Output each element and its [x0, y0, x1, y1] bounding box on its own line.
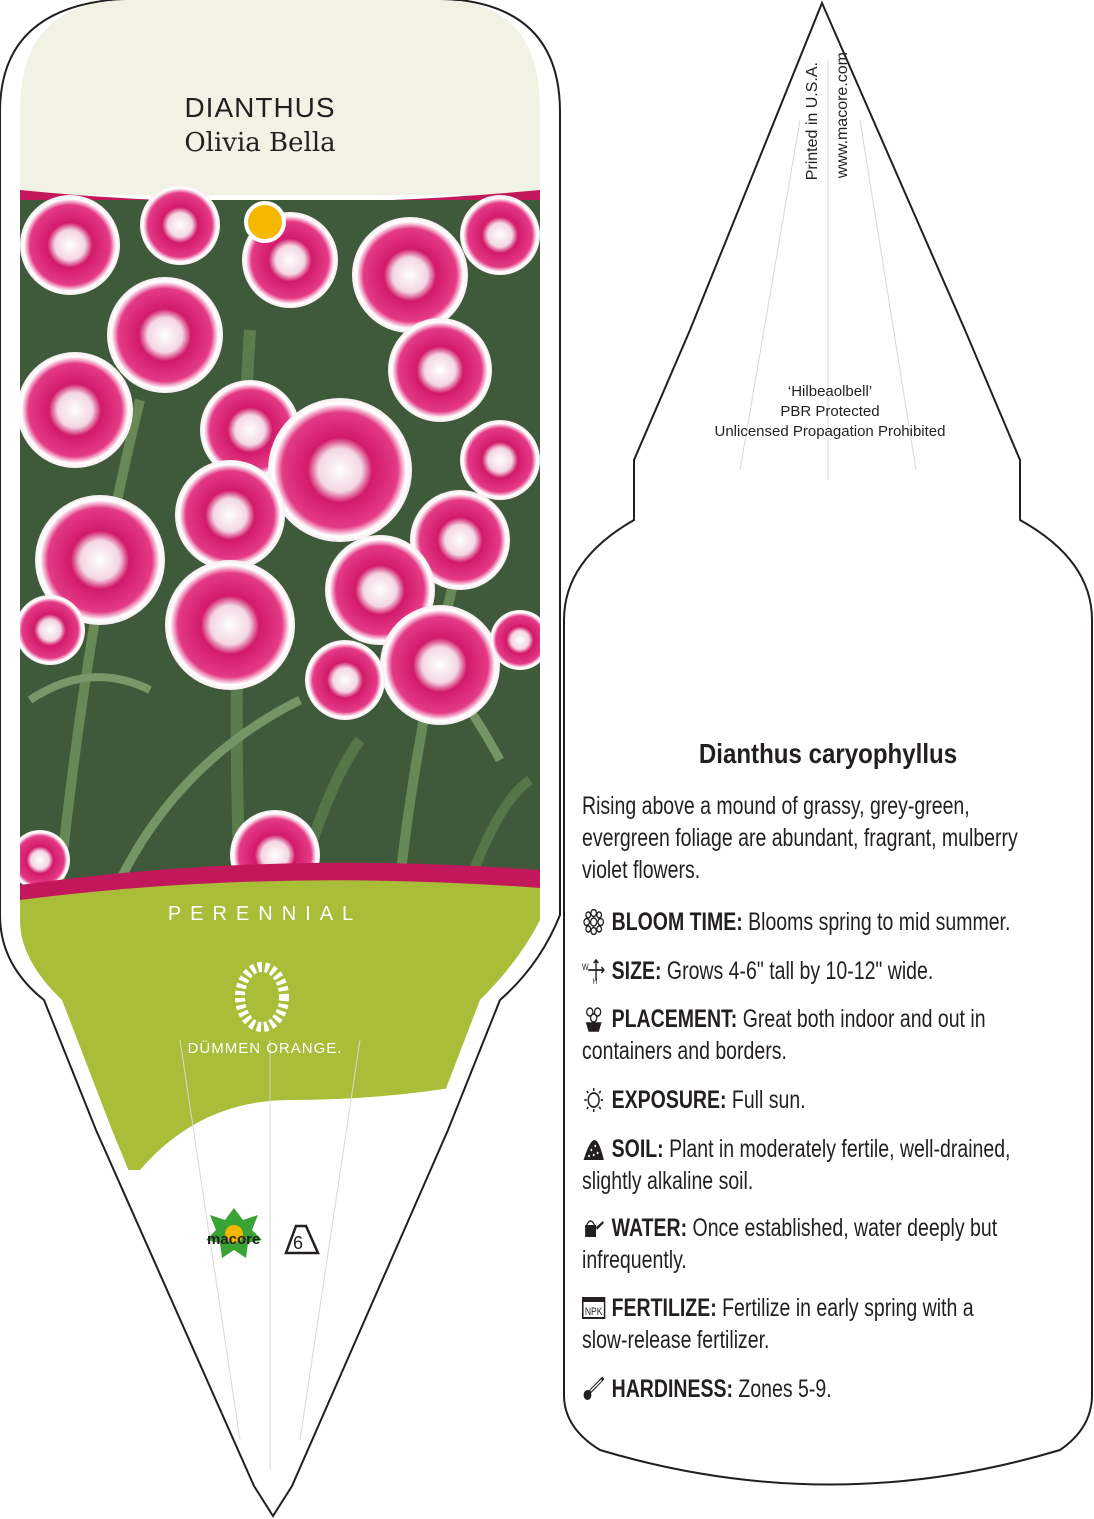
size-icon-w: W: [582, 962, 589, 973]
care-fertilize: [582, 1292, 1073, 1356]
thermometer-icon: [582, 1376, 605, 1402]
care-text: slightly alkaline soil.: [582, 1167, 754, 1195]
description-line: violet flowers.: [582, 856, 701, 884]
care-label: WATER:: [611, 1214, 688, 1242]
care-text: Grows 4-6" tall by 10-12" wide.: [666, 957, 934, 985]
care-label: PLACEMENT:: [611, 1005, 738, 1033]
propagation-notice: Unlicensed Propagation Prohibited: [714, 423, 946, 440]
macore-wordmark: macore: [207, 1231, 261, 1248]
watering-can-icon: [582, 1215, 605, 1241]
cultivar-name: ‘Hilbeaolbell’: [787, 383, 873, 400]
care-bloom-time: [582, 906, 1073, 938]
npk-label: NPK: [584, 1306, 603, 1319]
care-soil: [582, 1133, 1073, 1197]
flower-icon: [582, 909, 605, 935]
scientific-name: Dianthus caryophyllus: [698, 738, 958, 769]
care-text: Plant in moderately fertile, well-drained,: [669, 1135, 1011, 1163]
care-text: Great both indoor and out in: [742, 1005, 986, 1033]
website: www.macore.com: [834, 52, 851, 179]
care-text: slow-release fertilizer.: [582, 1326, 770, 1354]
care-text: infrequently.: [582, 1246, 687, 1274]
printed-in: Printed in U.S.A.: [804, 62, 821, 181]
description-line: evergreen foliage are abundant, fragrant, mulberry: [582, 824, 1018, 852]
pbr-protected: PBR Protected: [780, 403, 880, 420]
placement-icon: [582, 1006, 605, 1032]
pbr-block: [640, 382, 1020, 442]
size-icon: [582, 958, 605, 984]
care-text: Full sun.: [731, 1086, 806, 1114]
care-label: BLOOM TIME:: [611, 908, 743, 936]
care-text: Blooms spring to mid summer.: [748, 908, 1011, 936]
size-icon-h: H: [592, 977, 598, 984]
care-hardiness: [582, 1373, 1073, 1405]
care-text: containers and borders.: [582, 1037, 787, 1065]
care-size: [582, 955, 1073, 987]
recycle-code: 6: [293, 1233, 304, 1253]
description-line: Rising above a mound of grassy, grey-green,: [582, 792, 970, 820]
plant-genus: DIANTHUS: [184, 92, 336, 123]
brand-name: DÜMMEN ORANGE.: [187, 1040, 343, 1057]
care-text: Zones 5-9.: [738, 1375, 832, 1403]
care-text: Once established, water deeply but: [692, 1214, 998, 1242]
care-label: SIZE:: [611, 957, 662, 985]
care-water: [582, 1212, 1073, 1276]
care-label: EXPOSURE:: [611, 1086, 727, 1114]
care-exposure: [582, 1084, 1073, 1116]
soil-icon: [582, 1136, 605, 1162]
care-placement: [582, 1003, 1073, 1067]
sun-dot: [246, 203, 284, 241]
npk-icon: [582, 1295, 605, 1321]
care-label: HARDINESS:: [611, 1375, 733, 1403]
plant-variety: Olivia Bella: [184, 128, 336, 158]
plant-description: [582, 790, 1073, 886]
care-label: SOIL:: [611, 1135, 664, 1163]
care-text: Fertilize in early spring with a: [722, 1294, 974, 1322]
care-label: FERTILIZE:: [611, 1294, 717, 1322]
sun-icon: [582, 1087, 605, 1113]
plant-category: PERENNIAL: [167, 903, 363, 925]
